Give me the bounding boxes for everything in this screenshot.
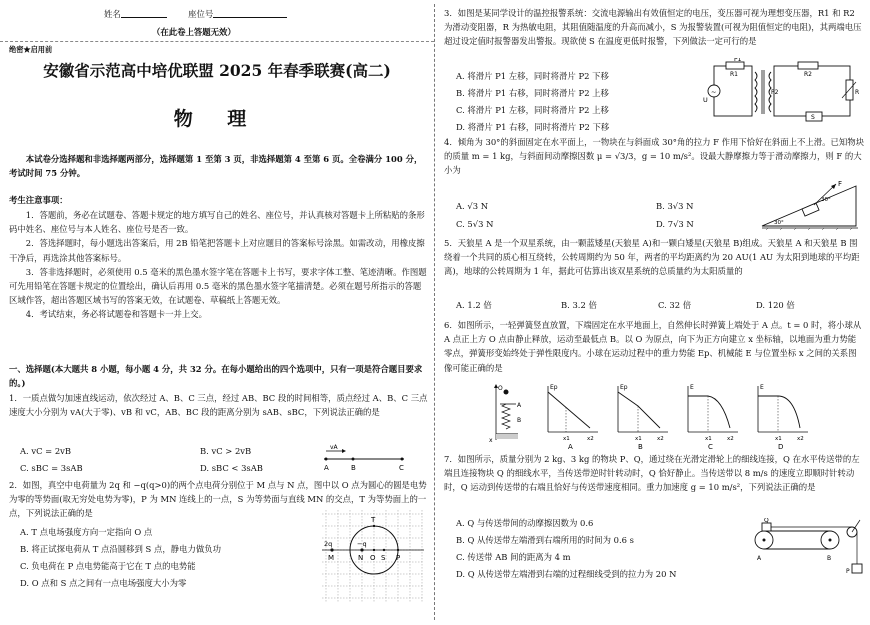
section-1-title: 一、选择题(本大题共 8 小题，每小题 4 分，共 32 分。在每小题给出的四个选项中，只有一项是符合题目要求的。) xyxy=(9,364,423,389)
seat-label: 座位号 xyxy=(188,9,214,19)
q6-graph-c xyxy=(688,384,738,450)
exam-title: 安徽省示范高中培优联盟 2025 年春季联赛(高二) xyxy=(43,61,391,80)
q6-option-c: C xyxy=(708,443,713,450)
q7-label-q: Q xyxy=(764,518,769,524)
q2-option-b[interactable]: B. 将正试探电荷从 T 点沿圆移到 S 点，静电力做负功 xyxy=(20,544,221,554)
q2-label-o: O xyxy=(370,554,376,562)
question-5-stem: 5．天狼星 A 是一个双星系统，由一颗蓝矮星(天狼星 A)和一颗白矮星(天狼星 B)组成。天狼星 A 和天狼星 B 围绕着一个共同的质心相互绕转，公转周期约为 50 年，两者的平均距离约为 20 AU(1 AU 为太阳到地球的平均距离)，地球的公转周期为 1 年，据此可估算出该双星系统的总质量约为太阳质量的 xyxy=(444,238,860,277)
cut-line xyxy=(0,41,434,42)
q6-option-a: A xyxy=(568,443,573,450)
q4-option-c[interactable]: C. 5√3 N xyxy=(456,219,494,229)
q4-figure xyxy=(758,178,862,230)
no-answer-note: （在此卷上答题无效） xyxy=(152,27,236,37)
svg-text:Ep: Ep xyxy=(550,384,558,391)
q6-spring-apparatus xyxy=(489,384,522,444)
q2-option-c[interactable]: C. 负电荷在 P 点电势能高于它在 T 点的电势能 xyxy=(20,561,196,571)
q5-option-c[interactable]: C. 32 倍 xyxy=(658,300,692,310)
confidential-mark: 绝密★启用前 xyxy=(9,45,53,54)
left-page xyxy=(0,0,434,625)
q1-option-d[interactable]: D. sBC < 3sAB xyxy=(200,463,263,473)
question-7-stem: 7．如图所示，质量分别为 2 kg、3 kg 的物块 P、Q，通过绕在光滑定滑轮上的细线连接，Q 在水平传送带的左端且连接物块 Q 的细线水平，当传送带逆时针转动时，Q 恰好静止。当传送带以 8 m/s 的速度立即顺时针转动时，Q 运动到传送带的右端且恰好与传送带速度相同。重力加速度 g = 10 m/s²，下列说法正确的是 xyxy=(444,454,860,493)
q4-label-angle-1: 30° xyxy=(821,197,831,203)
q6-label-x: x xyxy=(489,437,493,444)
q7-option-c[interactable]: C. 传送带 AB 间的距离为 4 m xyxy=(456,552,571,562)
q2-label-n: N xyxy=(358,554,364,562)
q5-option-b[interactable]: B. 3.2 倍 xyxy=(561,300,597,310)
q1-label-b: B xyxy=(351,464,356,472)
q7-label-a: A xyxy=(757,555,762,562)
q2-label-p: P xyxy=(396,554,401,562)
q2-label-minus-q: −q xyxy=(357,540,367,548)
q2-label-2q: 2q xyxy=(324,540,333,548)
q3-label-r: R xyxy=(855,89,860,96)
svg-text:E: E xyxy=(760,384,764,391)
svg-text:x2: x2 xyxy=(657,436,664,442)
q6-option-d: D xyxy=(778,443,784,450)
q6-graph-a xyxy=(548,384,598,450)
q3-label-u: U xyxy=(703,96,708,104)
q1-option-a[interactable]: A. vC = 2vB xyxy=(20,446,72,456)
svg-text:x1: x1 xyxy=(775,436,782,442)
right-page xyxy=(436,0,870,625)
notice-item: 1．答题前，务必在试题卷、答题卡规定的地方填写自己的姓名、座位号，并认真核对答题卡上所粘贴的条形码中姓名、座位号与本人姓名、座位号是否一致。 xyxy=(9,210,425,235)
q4-option-d[interactable]: D. 7√3 N xyxy=(656,219,694,229)
q1-figure xyxy=(318,443,410,473)
svg-text:E: E xyxy=(690,384,694,391)
q7-label-p: P xyxy=(846,568,850,575)
q2-label-s: S xyxy=(381,554,386,562)
question-6-stem: 6．如图所示，一轻弹簧竖直放置，下端固定在水平地面上，自然伸长时弹簧上端处于 A 点。t = 0 时，将小球从 A 点正上方 O 点由静止释放，运动至最低点 B。以 O 为原点，向下为正方向建立 x 坐标轴，以地面为重力势能零点，弹簧形变始终处于弹性限度内。小球在运动过程中的重力势能 Ep、机械能 E 与位置坐标 x 之间的关系图像可能正确的是 xyxy=(444,320,862,373)
q6-label-a: A xyxy=(517,402,522,409)
q3-option-a[interactable]: A. 将滑片 P1 左移，同时将滑片 P2 下移 xyxy=(456,71,609,81)
svg-text:Ep: Ep xyxy=(620,384,628,391)
q6-graph-b xyxy=(618,384,668,450)
question-3-stem: 3．如图是某同学设计的温控报警系统：交流电源输出有效值恒定的电压，变压器可视为理想变压器，R1 和 R2 为滑动变阻器，R 为热敏电阻，其阻值随温度的升高而减小，S 为报警装置(可视为阻值恒定的电阻)，其两端电压超过设定值时报警器发出警报。现欲使 S 在温度更低时报警，下列做法一定可行的是 xyxy=(444,8,862,47)
q2-option-a[interactable]: A. T 点电场强度方向一定指向 O 点 xyxy=(20,527,153,537)
svg-text:x1: x1 xyxy=(563,436,570,442)
q6-option-b: B xyxy=(638,443,643,450)
q1-option-b[interactable]: B. vC > 2vB xyxy=(200,446,252,456)
q7-option-d[interactable]: D. Q 从传送带左端滑到右端的过程细线受到的拉力为 20 N xyxy=(456,569,677,579)
name-field[interactable] xyxy=(121,9,167,18)
q6-label-b: B xyxy=(517,417,522,424)
q1-option-c[interactable]: C. sBC = 3sAB xyxy=(20,463,83,473)
name-seat-line xyxy=(104,9,287,19)
q3-option-d[interactable]: D. 将滑片 P1 右移，同时将滑片 P2 下移 xyxy=(456,122,610,132)
q3-option-b[interactable]: B. 将滑片 P1 右移，同时将滑片 P2 上移 xyxy=(456,88,609,98)
notice-item: 2．答选择题时，每小题选出答案后，用 2B 铅笔把答题卡上对应题目的答案标号涂黑。如需改动，用橡皮擦干净后，再选涂其他答案标号。 xyxy=(9,238,425,263)
q4-option-b[interactable]: B. 3√3 N xyxy=(656,201,694,211)
q6-graph-d xyxy=(758,384,808,450)
notice-title: 考生注意事项： xyxy=(9,195,68,205)
q6-figure xyxy=(486,380,820,450)
q7-option-a[interactable]: A. Q 与传送带间的动摩擦因数为 0.6 xyxy=(456,518,594,528)
q3-option-c[interactable]: C. 将滑片 P1 左移，同时将滑片 P2 上移 xyxy=(456,105,609,115)
q2-label-m: M xyxy=(328,554,335,562)
page-divider xyxy=(434,4,435,620)
question-1-stem: 1．一质点做匀加速直线运动，依次经过 A、B、C 三点，经过 AB、BC 段的时间相等，质点经过 A、B、C 三点速度大小分别为 vA(大于零)、vB 和 vC，AB、BC 段的距离分别为 sAB、sBC，下列说法正确的是 xyxy=(9,393,428,418)
notice-item: 3．答非选择题时，必须使用 0.5 毫米的黑色墨水签字笔在答题卡上书写，要求字体工整、笔迹清晰。作图题可先用铅笔在答题卡规定的位置绘出，确认后再用 0.5 毫米的黑色墨水签字笔描清楚。必须在题号所指示的答题区域作答，超出答题区域书写的答案无效，在试题卷、草稿纸上答题无效。 xyxy=(9,266,427,306)
q1-label-va: vA xyxy=(330,444,338,451)
q4-option-a[interactable]: A. √3 N xyxy=(456,201,489,211)
q4-label-angle-2: 30° xyxy=(774,220,784,226)
q3-figure xyxy=(702,58,864,128)
q3-label-p2: P2 xyxy=(771,89,779,96)
q3-label-r2: R2 xyxy=(804,71,812,78)
q3-label-s: S xyxy=(811,114,815,121)
q3-label-r1: R1 xyxy=(730,71,738,78)
svg-text:x1: x1 xyxy=(705,436,712,442)
q7-label-b: B xyxy=(827,555,832,562)
q3-label-p1: P1 xyxy=(734,58,742,63)
q2-label-t: T xyxy=(371,516,376,524)
svg-text:x2: x2 xyxy=(727,436,734,442)
q1-label-a: A xyxy=(324,464,329,472)
seat-field[interactable] xyxy=(213,9,287,18)
name-label: 姓名 xyxy=(104,9,121,19)
q1-label-c: C xyxy=(399,464,404,472)
svg-text:x1: x1 xyxy=(635,436,642,442)
q7-option-b[interactable]: B. Q 从传送带左端滑到右端所用的时间为 0.6 s xyxy=(456,535,634,545)
q5-option-d[interactable]: D. 120 倍 xyxy=(756,300,795,310)
question-4-stem: 4．倾角为 30°的斜面固定在水平面上，一物块在与斜面成 30°角的拉力 F 作用下恰好在斜面上不上滑。已知物块的质量 m = 1 kg，与斜面间动摩擦因数 μ = √3/3，g = 10 m/s²。设最大静摩擦力等于滑动摩擦力，则 F 的大小为 xyxy=(444,137,864,176)
question-2-stem: 2．如图，真空中电荷量为 2q 和 −q(q>0)的两个点电荷分别位于 M 点与 N 点，图中以 O 点为圆心的圆是电势为零的等势面(取无穷处电势为零)，P 为 MN 连线上的一点，S 为等势面与直线 MN 的交点，T 为等势面上的一点，下列说法正确的是 xyxy=(9,480,427,519)
exam-summary: 本试卷分选择题和非选择题两部分，选择题第 1 至第 3 页，非选择题第 4 至第 6 页。全卷满分 100 分，考试时间 75 分钟。 xyxy=(9,154,423,179)
svg-text:x2: x2 xyxy=(797,436,804,442)
q2-figure xyxy=(318,506,428,604)
q6-label-o: O xyxy=(498,385,503,392)
q7-figure xyxy=(742,518,864,580)
notice-item: 4．考试结束，务必将试题卷和答题卡一并上交。 xyxy=(25,309,207,320)
q4-label-f: F xyxy=(838,180,843,188)
q5-option-a[interactable]: A. 1.2 倍 xyxy=(456,300,492,310)
notice-list xyxy=(9,208,429,322)
svg-text:~: ~ xyxy=(711,88,717,96)
svg-text:x2: x2 xyxy=(587,436,594,442)
q2-option-d[interactable]: D. O 点和 S 点之间有一点电场强度大小为零 xyxy=(20,578,187,588)
subject-title: 物 理 xyxy=(173,108,261,130)
